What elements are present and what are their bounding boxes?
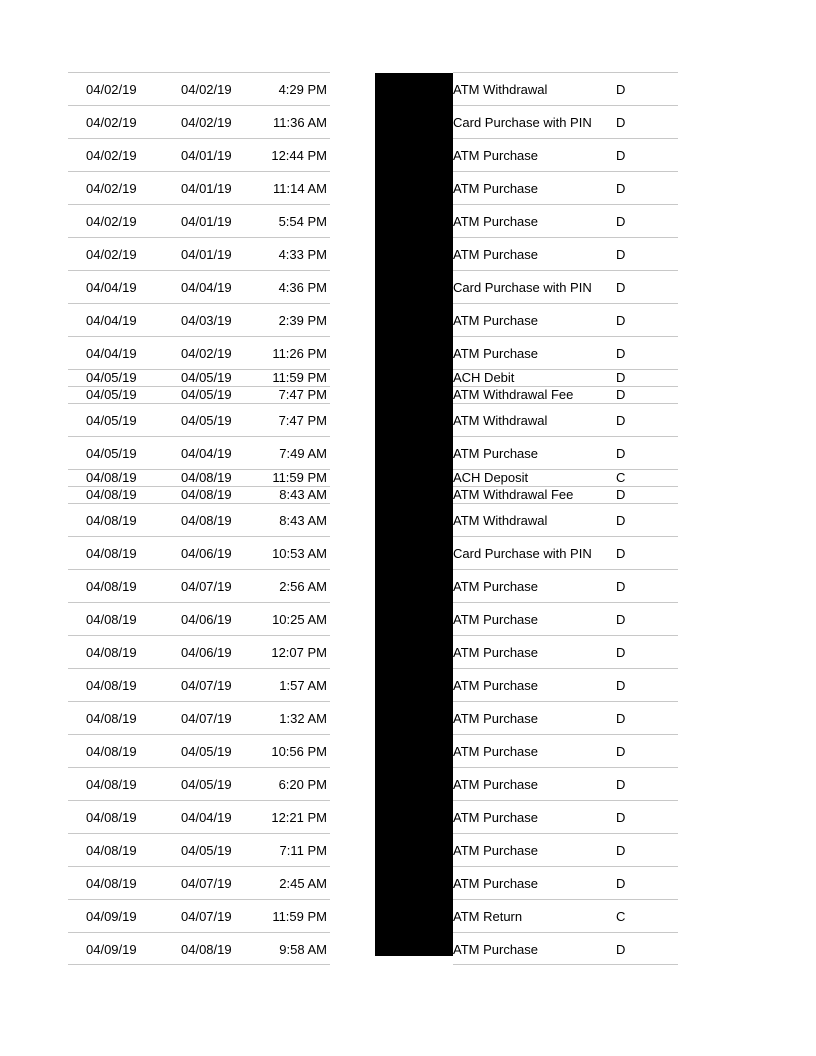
transaction-date: 04/04/19 <box>181 280 232 295</box>
post-date: 04/09/19 <box>86 909 137 924</box>
table-row <box>453 386 678 403</box>
table-row <box>68 237 330 270</box>
post-date: 04/08/19 <box>86 579 137 594</box>
table-row <box>453 486 678 503</box>
transaction-type: D <box>616 280 626 295</box>
transaction-date: 04/01/19 <box>181 214 232 229</box>
transaction-time: 2:56 AM <box>279 579 327 594</box>
transaction-date: 04/07/19 <box>181 678 232 693</box>
transaction-description: ATM Purchase <box>453 148 539 163</box>
transaction-type: D <box>616 247 626 262</box>
post-date: 04/05/19 <box>86 370 137 385</box>
transaction-time: 7:11 PM <box>279 843 327 858</box>
transaction-description: ATM Purchase <box>453 181 539 196</box>
transaction-description: Card Purchase with PIN <box>453 546 592 561</box>
post-date: 04/02/19 <box>86 247 137 262</box>
transaction-date: 04/06/19 <box>181 612 232 627</box>
table-row <box>453 503 678 536</box>
post-date: 04/08/19 <box>86 876 137 891</box>
table-row <box>68 436 330 469</box>
table-row <box>453 800 678 833</box>
transaction-time: 6:20 PM <box>278 777 327 792</box>
transaction-type: D <box>616 487 626 502</box>
transaction-type: D <box>616 313 626 328</box>
table-row <box>68 171 330 204</box>
transaction-date: 04/06/19 <box>181 546 232 561</box>
transaction-time: 2:45 AM <box>279 876 327 891</box>
table-row <box>68 503 330 536</box>
transaction-date: 04/07/19 <box>181 711 232 726</box>
table-row <box>453 171 678 204</box>
transaction-date: 04/06/19 <box>181 645 232 660</box>
post-date: 04/08/19 <box>86 513 137 528</box>
post-date: 04/08/19 <box>86 612 137 627</box>
table-row <box>68 303 330 336</box>
transaction-date: 04/08/19 <box>181 942 232 957</box>
transaction-type: D <box>616 413 626 428</box>
table-row <box>68 899 330 932</box>
transaction-time: 11:14 AM <box>273 181 327 196</box>
transaction-description: ATM Purchase <box>453 777 539 792</box>
post-date: 04/04/19 <box>86 313 137 328</box>
post-date: 04/08/19 <box>86 777 137 792</box>
transaction-date: 04/01/19 <box>181 148 232 163</box>
transaction-date: 04/07/19 <box>181 909 232 924</box>
table-row <box>68 668 330 701</box>
transaction-time: 1:57 AM <box>279 678 327 693</box>
transaction-date: 04/07/19 <box>181 579 232 594</box>
transaction-type: D <box>616 546 626 561</box>
transaction-time: 2:39 PM <box>278 313 327 328</box>
table-row <box>68 635 330 668</box>
post-date: 04/04/19 <box>86 280 137 295</box>
transaction-time: 10:56 PM <box>271 744 327 759</box>
table-row <box>453 767 678 800</box>
transaction-description: Card Purchase with PIN <box>453 115 592 130</box>
table-row <box>453 602 678 635</box>
table-row <box>453 899 678 932</box>
post-date: 04/08/19 <box>86 810 137 825</box>
table-row <box>68 569 330 602</box>
table-row <box>453 336 678 369</box>
transaction-type: D <box>616 346 626 361</box>
transaction-time: 7:47 PM <box>278 413 327 428</box>
table-row <box>68 734 330 767</box>
table-row <box>453 72 678 105</box>
transaction-time: 12:44 PM <box>271 148 327 163</box>
post-date: 04/08/19 <box>86 711 137 726</box>
transaction-date: 04/05/19 <box>181 777 232 792</box>
table-row <box>453 866 678 899</box>
transaction-description: ATM Purchase <box>453 843 539 858</box>
transaction-type: C <box>616 470 626 485</box>
transaction-time: 7:47 PM <box>278 387 327 402</box>
table-row <box>453 833 678 866</box>
table-row <box>453 403 678 436</box>
post-date: 04/02/19 <box>86 214 137 229</box>
table-row <box>453 270 678 303</box>
transaction-type: D <box>616 810 626 825</box>
transaction-type: D <box>616 148 626 163</box>
table-row <box>453 668 678 701</box>
table-row <box>453 105 678 138</box>
transaction-description: ATM Withdrawal Fee <box>453 487 574 502</box>
table-row <box>68 403 330 436</box>
transaction-date: 04/05/19 <box>181 744 232 759</box>
table-row <box>68 386 330 403</box>
transaction-date: 04/02/19 <box>181 82 232 97</box>
transaction-type: D <box>616 370 626 385</box>
table-row <box>68 369 330 386</box>
transaction-type: D <box>616 777 626 792</box>
transaction-type: D <box>616 678 626 693</box>
transaction-type: D <box>616 612 626 627</box>
transaction-type: D <box>616 579 626 594</box>
transaction-description: ATM Purchase <box>453 346 539 361</box>
transaction-description: ATM Withdrawal <box>453 413 548 428</box>
table-row <box>453 469 678 486</box>
transaction-date: 04/02/19 <box>181 346 232 361</box>
transaction-time: 11:36 AM <box>273 115 327 130</box>
transaction-time: 5:54 PM <box>278 214 327 229</box>
transaction-type: D <box>616 711 626 726</box>
table-row <box>453 138 678 171</box>
table-row <box>68 138 330 171</box>
transaction-date: 04/07/19 <box>181 876 232 891</box>
transaction-time: 1:32 AM <box>279 711 327 726</box>
table-row <box>453 369 678 386</box>
post-date: 04/08/19 <box>86 843 137 858</box>
transaction-type: D <box>616 744 626 759</box>
transaction-description: ATM Purchase <box>453 942 539 957</box>
transaction-description: ATM Purchase <box>453 876 539 891</box>
table-row <box>453 536 678 569</box>
transaction-date: 04/01/19 <box>181 247 232 262</box>
transaction-description: ATM Withdrawal <box>453 513 548 528</box>
post-date: 04/02/19 <box>86 181 137 196</box>
transaction-type: D <box>616 387 626 402</box>
transaction-date: 04/05/19 <box>181 387 232 402</box>
table-row <box>453 701 678 734</box>
transaction-description: ATM Purchase <box>453 810 539 825</box>
post-date: 04/08/19 <box>86 470 137 485</box>
transaction-description: Card Purchase with PIN <box>453 280 592 295</box>
transaction-description: ATM Purchase <box>453 744 539 759</box>
transaction-time: 8:43 AM <box>279 487 327 502</box>
transaction-time: 4:29 PM <box>278 82 327 97</box>
table-row <box>68 486 330 503</box>
post-date: 04/04/19 <box>86 346 137 361</box>
transaction-description: ATM Purchase <box>453 711 539 726</box>
transaction-time: 4:33 PM <box>278 247 327 262</box>
transaction-date: 04/04/19 <box>181 810 232 825</box>
transaction-time: 11:59 PM <box>272 470 327 485</box>
table-row <box>453 635 678 668</box>
transaction-description: ACH Debit <box>453 370 515 385</box>
transaction-type: C <box>616 909 626 924</box>
table-row <box>68 767 330 800</box>
transaction-time: 10:53 AM <box>272 546 327 561</box>
transaction-type: D <box>616 214 626 229</box>
table-row <box>68 204 330 237</box>
transaction-time: 12:07 PM <box>271 645 327 660</box>
post-date: 04/05/19 <box>86 446 137 461</box>
table-row <box>68 105 330 138</box>
transaction-time: 11:59 PM <box>272 909 327 924</box>
transaction-time: 11:26 PM <box>272 346 327 361</box>
transaction-description: ATM Return <box>453 909 523 924</box>
table-row <box>453 734 678 767</box>
post-date: 04/08/19 <box>86 678 137 693</box>
transaction-type: D <box>616 513 626 528</box>
transaction-description: ATM Purchase <box>453 247 539 262</box>
transaction-description: ATM Purchase <box>453 678 539 693</box>
transaction-date: 04/08/19 <box>181 470 232 485</box>
transaction-date: 04/05/19 <box>181 843 232 858</box>
post-date: 04/02/19 <box>86 148 137 163</box>
table-row <box>68 833 330 866</box>
transaction-time: 7:49 AM <box>279 446 327 461</box>
table-row <box>68 866 330 899</box>
transaction-description: ATM Purchase <box>453 313 539 328</box>
transaction-description: ATM Purchase <box>453 214 539 229</box>
transaction-description: ATM Withdrawal Fee <box>453 387 574 402</box>
transaction-descriptions-table <box>453 72 678 965</box>
transaction-date: 04/08/19 <box>181 487 232 502</box>
post-date: 04/08/19 <box>86 487 137 502</box>
table-row <box>68 932 330 965</box>
redacted-block <box>375 73 453 956</box>
transaction-type: D <box>616 115 626 130</box>
transaction-description: ATM Purchase <box>453 645 539 660</box>
post-date: 04/08/19 <box>86 546 137 561</box>
transaction-type: D <box>616 82 626 97</box>
table-row <box>453 303 678 336</box>
transaction-date: 04/08/19 <box>181 513 232 528</box>
table-row <box>453 569 678 602</box>
post-date: 04/02/19 <box>86 82 137 97</box>
transaction-description: ATM Purchase <box>453 446 539 461</box>
table-row <box>68 469 330 486</box>
transaction-type: D <box>616 446 626 461</box>
post-date: 04/05/19 <box>86 387 137 402</box>
transaction-date: 04/04/19 <box>181 446 232 461</box>
transaction-time: 10:25 AM <box>272 612 327 627</box>
post-date: 04/09/19 <box>86 942 137 957</box>
table-row <box>453 932 678 965</box>
transaction-date: 04/03/19 <box>181 313 232 328</box>
transaction-type: D <box>616 843 626 858</box>
transaction-type: D <box>616 645 626 660</box>
table-row <box>453 204 678 237</box>
transaction-description: ATM Withdrawal <box>453 82 548 97</box>
table-row <box>68 336 330 369</box>
table-row <box>453 237 678 270</box>
transaction-date: 04/05/19 <box>181 370 232 385</box>
transaction-type: D <box>616 876 626 891</box>
transaction-time: 9:58 AM <box>279 942 327 957</box>
transaction-date: 04/01/19 <box>181 181 232 196</box>
transaction-type: D <box>616 942 626 957</box>
table-row <box>68 602 330 635</box>
transaction-description: ATM Purchase <box>453 579 539 594</box>
post-date: 04/08/19 <box>86 744 137 759</box>
transaction-dates-table <box>68 72 330 965</box>
table-row <box>68 72 330 105</box>
transaction-time: 4:36 PM <box>278 280 327 295</box>
table-row <box>68 701 330 734</box>
table-row <box>68 270 330 303</box>
post-date: 04/08/19 <box>86 645 137 660</box>
transaction-time: 11:59 PM <box>272 370 327 385</box>
table-row <box>68 800 330 833</box>
transaction-date: 04/02/19 <box>181 115 232 130</box>
post-date: 04/02/19 <box>86 115 137 130</box>
transaction-description: ACH Deposit <box>453 470 529 485</box>
table-row <box>453 436 678 469</box>
post-date: 04/05/19 <box>86 413 137 428</box>
transaction-time: 8:43 AM <box>279 513 327 528</box>
transaction-type: D <box>616 181 626 196</box>
transaction-date: 04/05/19 <box>181 413 232 428</box>
table-row <box>68 536 330 569</box>
transaction-description: ATM Purchase <box>453 612 539 627</box>
transaction-time: 12:21 PM <box>271 810 327 825</box>
